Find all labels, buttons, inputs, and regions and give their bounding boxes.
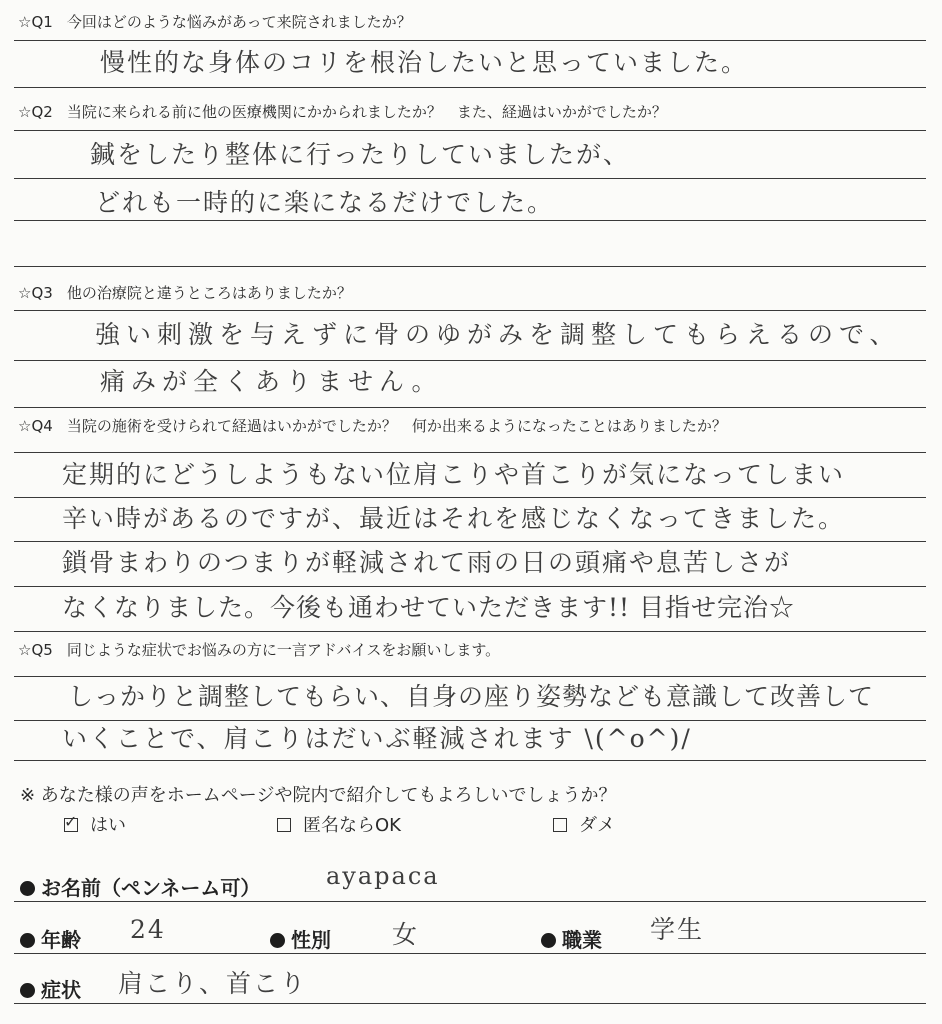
age-label: 年齢 <box>20 924 81 953</box>
gender-label: 性別 <box>270 924 331 953</box>
question-text: 当院に来られる前に他の医療機関にかかられましたか？ また、経過はいかがでしたか？ <box>66 103 667 121</box>
question-number: ☆Q4 <box>18 417 53 435</box>
answer-3-line-2: 痛みが全くありません。 <box>100 367 443 396</box>
name-note: （ペンネーム可） <box>101 876 261 900</box>
name-value: ayapaca <box>326 862 440 890</box>
answer-4-line-2: 辛い時があるのですが、最近はそれを感じなくなってきました。 <box>62 504 846 533</box>
question-2 <box>18 102 667 122</box>
bullet-icon <box>20 983 35 998</box>
answer-1-line-1: 慢性的な身体のコリを根治したいと思っていました。 <box>100 48 749 77</box>
question-text: 他の治療院と違うところはありましたか？ <box>66 284 352 302</box>
answer-5-line-2: いくことで、肩こりはだいぶ軽減されます \(^o^)/ <box>62 724 692 753</box>
answer-2-line-2: どれも一時的に楽になるだけでした。 <box>95 188 555 217</box>
answer-4-line-4: なくなりました。今後も通わせていただきます!! 目指せ完治☆ <box>62 593 796 622</box>
question-number: ☆Q1 <box>18 13 53 31</box>
option-label: ダメ <box>579 815 615 836</box>
bullet-icon <box>20 933 35 948</box>
answer-4-line-3: 鎖骨まわりのつまりが軽減されて雨の日の頭痛や息苦しさが <box>62 548 792 577</box>
option-label: はい <box>90 815 126 836</box>
question-4 <box>18 416 727 436</box>
bullet-icon <box>541 933 556 948</box>
answer-2-line-1: 鍼をしたり整体に行ったりしていましたが、 <box>90 140 631 169</box>
answer-5-line-1: しっかりと調整してもらい、自身の座り姿勢なども意識して改善して <box>68 682 875 711</box>
question-1 <box>18 12 412 32</box>
question-number: ☆Q2 <box>18 103 53 121</box>
occupation-value: 学生 <box>650 915 705 944</box>
symptoms-label: 症状 <box>20 974 81 1003</box>
question-5 <box>18 640 500 660</box>
checkbox-icon[interactable] <box>553 818 567 832</box>
check-mark-icon: ✓ <box>64 812 78 831</box>
bullet-icon <box>270 933 285 948</box>
option-label: 匿名ならOK <box>303 815 401 836</box>
bullet-icon <box>20 881 35 896</box>
name-label: お名前（ペンネーム可） <box>20 872 260 901</box>
occupation-label: 職業 <box>541 924 602 953</box>
consent-option-no[interactable] <box>553 811 615 837</box>
gender-value: 女 <box>392 920 420 949</box>
consent-option-anonymous[interactable] <box>277 811 401 837</box>
consent-question: ※ あなた様の声をホームページや院内で紹介してもよろしいでしょうか？ <box>20 785 617 806</box>
question-text: 今回はどのような悩みがあって来院されましたか？ <box>66 13 412 31</box>
answer-3-line-1: 強い刺激を与えずに骨のゆがみを調整してもらえるので、 <box>95 320 901 349</box>
symptoms-value: 肩こり、首こり <box>118 969 308 998</box>
checkbox-checked-icon[interactable] <box>64 812 78 832</box>
question-text: 当院の施術を受けられて経過はいかがでしたか？ 何か出来るようになったことはありましたか？ <box>66 417 727 435</box>
question-3 <box>18 283 352 303</box>
age-value: 24 <box>130 915 166 944</box>
question-text: 同じような症状でお悩みの方に一言アドバイスをお願いします。 <box>66 641 501 659</box>
question-number: ☆Q3 <box>18 284 53 302</box>
checkbox-icon[interactable] <box>277 818 291 832</box>
answer-4-line-1: 定期的にどうしようもない位肩こりや首こりが気になってしまい <box>62 460 846 489</box>
consent-option-yes[interactable] <box>64 811 126 837</box>
question-number: ☆Q5 <box>18 641 53 659</box>
